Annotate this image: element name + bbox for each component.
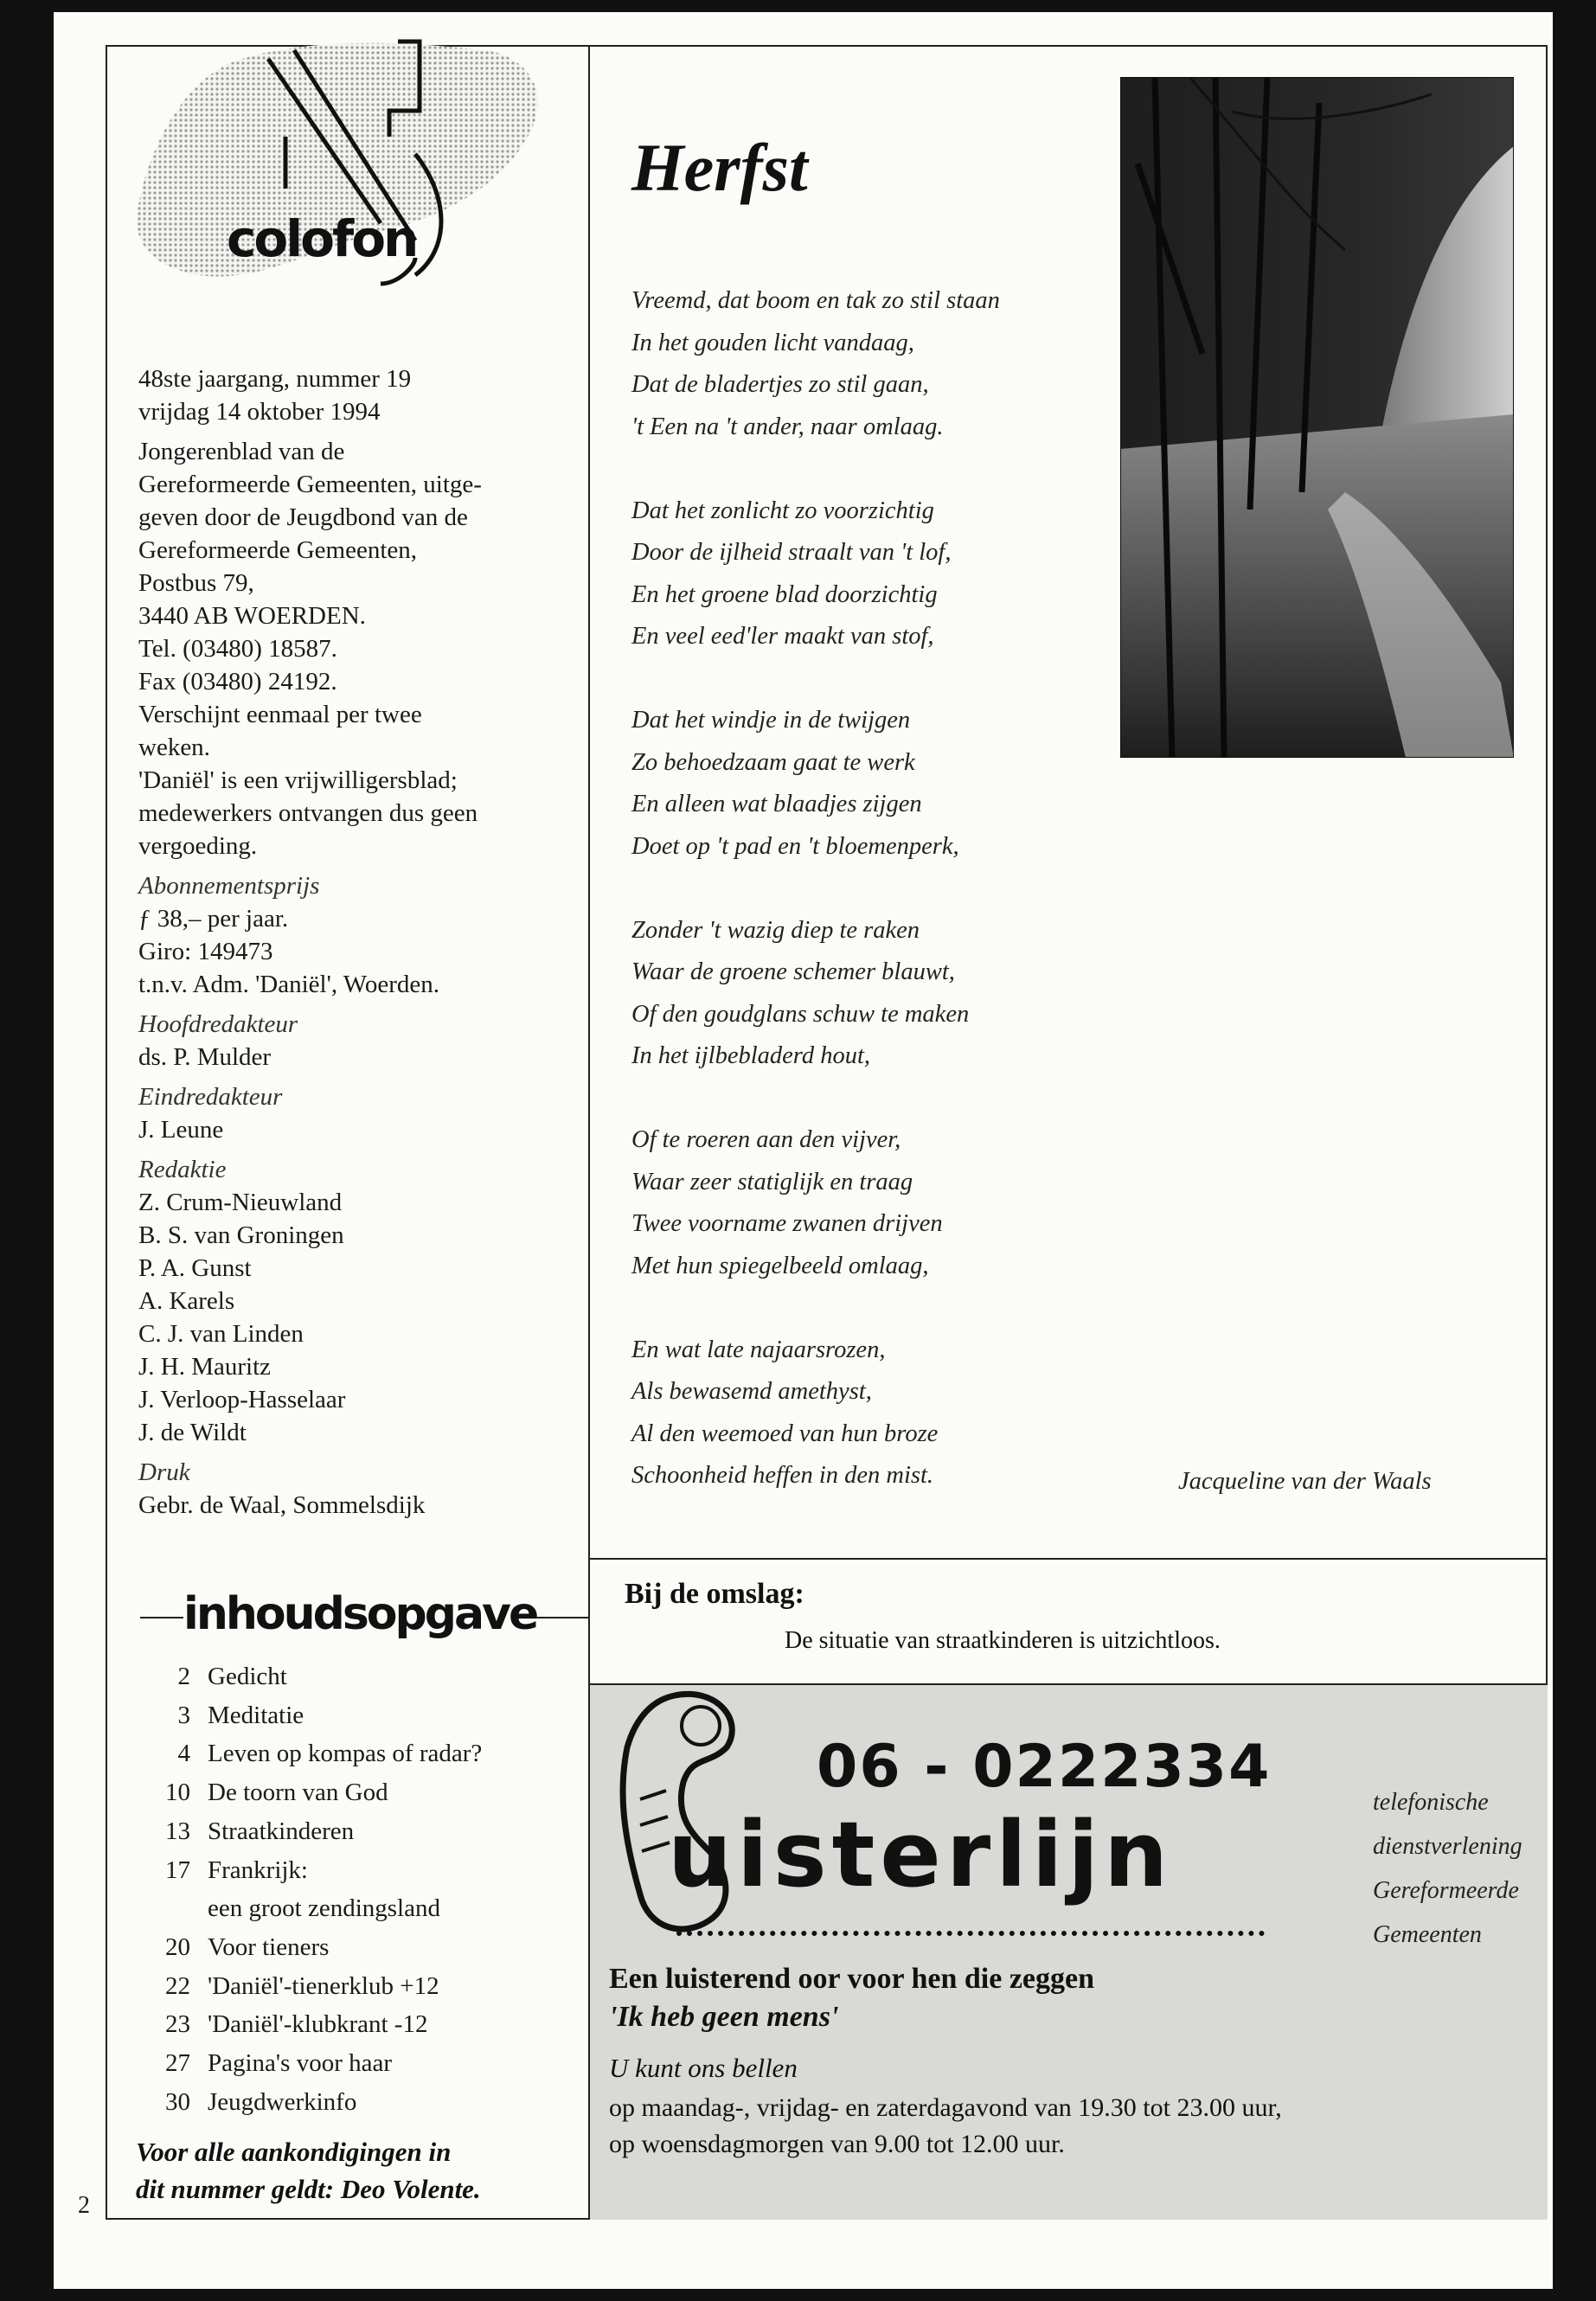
chief-editor: ds. P. Mulder [138, 1043, 272, 1071]
toc-item[interactable] [138, 2044, 588, 2083]
toc-item[interactable] [138, 2083, 588, 2122]
poem-line: Of te roeren aan den vijver, [631, 1126, 901, 1153]
final-editor: J. Leune [138, 1116, 224, 1144]
subscription-label: Abonnementsprijs [138, 872, 320, 900]
toc-page-number: 23 [165, 2010, 190, 2039]
toc-item[interactable] [138, 1967, 588, 2006]
magazine-page [54, 12, 1553, 2289]
poem-title: Herfst [631, 130, 808, 205]
page-number: 2 [78, 2192, 90, 2219]
toc-page-number: 3 [177, 1701, 190, 1729]
toc-page-number: 13 [165, 1817, 190, 1845]
colofon-title: colofon [227, 209, 417, 268]
toc-item-title: Pagina's voor haar [208, 2049, 392, 2078]
colofon-logo [121, 24, 640, 336]
toc-item-title: Frankrijk: [208, 1856, 308, 1884]
editorial-member: C. J. van Linden [138, 1320, 304, 1348]
ad-name: uisterlijn [668, 1802, 1174, 1907]
issue-line: 48ste jaargang, nummer 19 [138, 365, 412, 393]
editorial-member: J. H. Mauritz [138, 1353, 272, 1381]
ad-times [609, 2090, 1282, 2163]
toc-title: inhoudsopgave [183, 1588, 537, 1640]
toc-item-title: Voor tieners [208, 1932, 330, 1961]
ad-side-line: telefonische [1373, 1789, 1489, 1816]
poem-stanza [631, 490, 1185, 658]
ad-side-line: Gereformeerde [1373, 1877, 1519, 1904]
ad-call: U kunt ons bellen [609, 2053, 798, 2083]
luisterlijn-ad [590, 1685, 1548, 2220]
publisher-line: Gereformeerde Gemeenten, [138, 536, 418, 564]
chief-editor-label: Hoofdredakteur [138, 1010, 298, 1038]
poem-line: Twee voorname zwanen drijven [631, 1210, 943, 1237]
ad-times-line: op maandag-, vrijdag- en zaterdagavond van 19.30 tot 23.00 uur, [609, 2093, 1282, 2122]
poem-line: In het ijlbebladerd hout, [631, 1042, 870, 1069]
toc-item[interactable] [138, 2005, 588, 2044]
poem-line: En wat late najaarsrozen, [631, 1336, 886, 1363]
toc-page-number: 20 [165, 1932, 190, 1961]
publisher-line: Fax (03480) 24192. [138, 668, 337, 695]
editorial-member: B. S. van Groningen [138, 1221, 344, 1249]
ad-times-line: op woensdagmorgen van 9.00 tot 12.00 uur. [609, 2130, 1065, 2158]
toc-item-title: Leven op kompas of radar? [208, 1740, 483, 1768]
editorial-member: J. Verloop-Hasselaar [138, 1386, 346, 1413]
issue-line: vrijdag 14 oktober 1994 [138, 398, 381, 426]
editorial-label: Redaktie [138, 1156, 227, 1183]
forest-photo [1120, 77, 1514, 758]
toc-item-title: Meditatie [208, 1701, 304, 1729]
poem-line: Dat de bladertjes zo stil gaan, [631, 371, 929, 398]
poem-line: Waar de groene schemer blauwt, [631, 958, 955, 985]
poem-line: Door de ijlheid straalt van 't lof, [631, 539, 952, 566]
ad-headline-line: Een luisterend oor voor hen die zeggen [609, 1963, 1094, 1995]
editorial-member: P. A. Gunst [138, 1254, 252, 1282]
toc-item[interactable] [138, 1734, 588, 1773]
toc-item-title: een groot zendingsland [208, 1894, 440, 1923]
poem-body [631, 280, 1185, 1539]
toc-item-title: Jeugdwerkinfo [208, 2087, 357, 2116]
poem-line: Al den weemoed van hun broze [631, 1420, 939, 1447]
poem-stanza [631, 910, 1185, 1078]
poem-line: Vreemd, dat boom en tak zo stil staan [631, 287, 1000, 314]
poem-line: Waar zeer statiglijk en traag [631, 1168, 913, 1195]
toc-item[interactable] [138, 1928, 588, 1967]
poem-stanza [631, 700, 1185, 868]
toc-note-line: Voor alle aankondigingen in [136, 2137, 452, 2167]
print-label: Druk [138, 1458, 190, 1486]
publisher-line: 3440 AB WOERDEN. [138, 602, 366, 630]
ad-squiggle [676, 1919, 1265, 1936]
toc-item-title: 'Daniël'-tienerklub +12 [208, 1971, 439, 2000]
toc-page-number: 17 [165, 1856, 190, 1884]
poem-line: Dat het zonlicht zo voorzichtig [631, 497, 934, 524]
poem-line: En veel eed'ler maakt van stof, [631, 623, 934, 650]
poem-line: Zo behoedzaam gaat te werk [631, 748, 915, 776]
publisher-line: Postbus 79, [138, 569, 254, 597]
toc-page-number: 10 [165, 1779, 190, 1807]
poem-stanza [631, 1330, 1185, 1497]
editorial-member: Z. Crum-Nieuwland [138, 1189, 343, 1216]
publisher-line: Jongerenblad van de [138, 438, 345, 465]
toc-page-number: 22 [165, 1971, 190, 2000]
poem-line: Dat het windje in de twijgen [631, 707, 911, 734]
poem-author: Jacqueline van der Waals [1178, 1468, 1432, 1495]
toc-page-number: 27 [165, 2049, 190, 2078]
ad-phone-number: 06 - 0222334 [817, 1733, 1272, 1801]
ad-headline [609, 1960, 1094, 2036]
cover-text: De situatie van straatkinderen is uitzichtloos. [785, 1627, 1221, 1654]
publisher-line: Verschijnt eenmaal per twee [138, 701, 422, 728]
toc-page-number: 30 [165, 2087, 190, 2116]
poem-line: In het gouden licht vandaag, [631, 329, 914, 356]
ad-side-line: dienstverlening [1373, 1833, 1522, 1860]
publisher-line: weken. [138, 734, 210, 761]
toc-note-line: dit nummer geldt: Deo Volente. [136, 2174, 481, 2204]
ad-headline-line: 'Ik heb geen mens' [609, 2001, 839, 2033]
poem-line: En alleen wat blaadjes zijgen [631, 791, 922, 817]
toc-item-title: De toorn van God [208, 1779, 388, 1807]
toc-item[interactable] [138, 1851, 588, 1890]
toc-note [136, 2133, 481, 2208]
ad-side-line: Gemeenten [1373, 1921, 1482, 1948]
cover-title: Bij de omslag: [625, 1578, 804, 1610]
subscription-line: Giro: 149473 [138, 938, 273, 965]
poem-line: Met hun spiegelbeeld omlaag, [631, 1252, 929, 1279]
poem-line: Zonder 't wazig diep te raken [631, 916, 920, 944]
poem-bottom-rule [588, 1558, 1548, 1560]
toc-item[interactable] [138, 1696, 588, 1735]
toc-page-number: 4 [177, 1740, 190, 1768]
poem-line: Schoonheid heffen in den mist. [631, 1462, 934, 1489]
poem-line: Of den goudglans schuw te maken [631, 1000, 970, 1028]
toc-item[interactable] [138, 1889, 588, 1928]
publisher-line: vergoeding. [138, 832, 258, 860]
poem-line: En het groene blad doorzichtig [631, 580, 938, 608]
poem-stanza [631, 280, 1185, 448]
poem-stanza [631, 1119, 1185, 1287]
editorial-member: A. Karels [138, 1287, 235, 1315]
toc-page-number: 2 [177, 1663, 190, 1690]
ad-side-text [1373, 1780, 1522, 1957]
toc-item[interactable] [138, 1812, 588, 1851]
publisher-line: geven door de Jeugdbond van de [138, 503, 468, 531]
poem-line: Als bewasemd amethyst, [631, 1378, 872, 1405]
toc-list [138, 1657, 588, 2121]
colofon-block [138, 362, 588, 1522]
toc-rule-left [140, 1617, 183, 1618]
toc-item[interactable] [138, 1773, 588, 1812]
toc-page-number [138, 1889, 208, 1928]
poem-line: Doet op 't pad en 't bloemenperk, [631, 832, 959, 860]
toc-item-title: Straatkinderen [208, 1817, 355, 1845]
publisher-line: Gereformeerde Gemeenten, uitge- [138, 471, 482, 498]
subscription-line: ƒ 38,– per jaar. [138, 905, 289, 933]
toc-item-title: 'Daniël'-klubkrant -12 [208, 2010, 428, 2039]
publisher-line: medewerkers ontvangen dus geen [138, 799, 478, 827]
toc-item-title: Gedicht [208, 1663, 287, 1690]
subscription-line: t.n.v. Adm. 'Daniël', Woerden. [138, 971, 439, 998]
editorial-member: J. de Wildt [138, 1419, 247, 1446]
publisher-line: 'Daniël' is een vrijwilligersblad; [138, 766, 458, 794]
publisher-line: Tel. (03480) 18587. [138, 635, 337, 663]
toc-item[interactable] [138, 1657, 588, 1696]
final-editor-label: Eindredakteur [138, 1083, 283, 1111]
poem-line: 't Een na 't ander, naar omlaag. [631, 413, 944, 440]
printer: Gebr. de Waal, Sommelsdijk [138, 1491, 426, 1519]
